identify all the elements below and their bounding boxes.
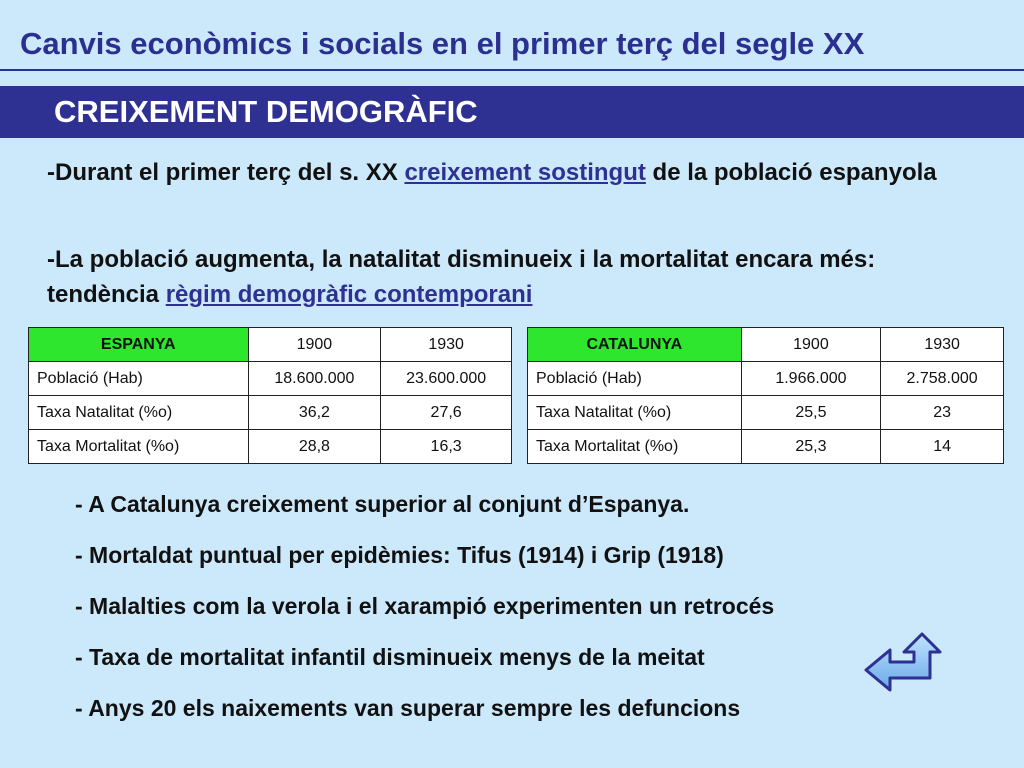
section-title: CREIXEMENT DEMOGRÀFIC <box>54 94 478 129</box>
table-catalunya <box>527 327 1004 464</box>
header-cell: ESPANYA <box>29 328 249 362</box>
table-cell: 14 <box>881 430 1004 464</box>
table-header-row <box>528 328 1004 362</box>
table-cell: 16,3 <box>381 430 512 464</box>
header-cell: 1930 <box>381 328 512 362</box>
table-row <box>29 396 512 430</box>
intro-text: de la població espanyola <box>645 159 937 186</box>
intro-paragraph-2 <box>47 242 977 312</box>
row-label: Població (Hab) <box>528 362 742 396</box>
table-cell: 23 <box>881 396 1004 430</box>
table-header-row <box>29 328 512 362</box>
table-row <box>528 362 1004 396</box>
intro-paragraph-1 <box>47 155 977 190</box>
row-label: Taxa Natalitat (%o) <box>29 396 249 430</box>
intro-text: -La població augmenta, la natalitat disminueix i la mortalitat encara més: tendència <box>47 246 876 308</box>
table-cell: 27,6 <box>381 396 512 430</box>
row-label: Taxa Mortalitat (%o) <box>29 430 249 464</box>
row-label: Població (Hab) <box>29 362 249 396</box>
list-item: - Malalties com la verola i el xarampió experimenten un retrocés <box>75 593 775 619</box>
table-row <box>29 430 512 464</box>
row-label: Taxa Mortalitat (%o) <box>528 430 742 464</box>
table-cell: 25,5 <box>741 396 881 430</box>
table-cell: 25,3 <box>741 430 881 464</box>
return-arrow-icon[interactable] <box>864 632 942 694</box>
link-creixement-sostingut[interactable]: creixement sostingut <box>404 159 646 186</box>
table-row <box>528 430 1004 464</box>
table-cell: 18.600.000 <box>248 362 381 396</box>
slide-title: Canvis econòmics i socials en el primer terç del segle XX <box>20 26 865 61</box>
row-label: Taxa Natalitat (%o) <box>528 396 742 430</box>
table-cell: 36,2 <box>248 396 381 430</box>
table-cell: 23.600.000 <box>381 362 512 396</box>
bullet-list <box>75 484 774 739</box>
list-item: - Mortaldat puntual per epidèmies: Tifus (1914) i Grip (1918) <box>75 542 724 568</box>
list-item: - Taxa de mortalitat infantil disminueix menys de la meitat <box>75 644 705 670</box>
table-row <box>528 396 1004 430</box>
link-regim-demografic[interactable]: règim demogràfic contemporani <box>165 281 533 308</box>
intro-text: -Durant el primer terç del s. XX <box>47 159 405 186</box>
header-cell: 1900 <box>741 328 881 362</box>
table-espanya <box>28 327 512 464</box>
table-cell: 28,8 <box>248 430 381 464</box>
list-item: - Anys 20 els naixements van superar sempre les defuncions <box>75 695 741 721</box>
table-cell: 1.966.000 <box>741 362 881 396</box>
table-row <box>29 362 512 396</box>
header-cell: CATALUNYA <box>528 328 742 362</box>
list-item: - A Catalunya creixement superior al conjunt d’Espanya. <box>75 491 690 517</box>
header-cell: 1930 <box>881 328 1004 362</box>
table-cell: 2.758.000 <box>881 362 1004 396</box>
section-banner <box>0 86 1024 138</box>
title-divider <box>0 69 1024 71</box>
header-cell: 1900 <box>248 328 381 362</box>
